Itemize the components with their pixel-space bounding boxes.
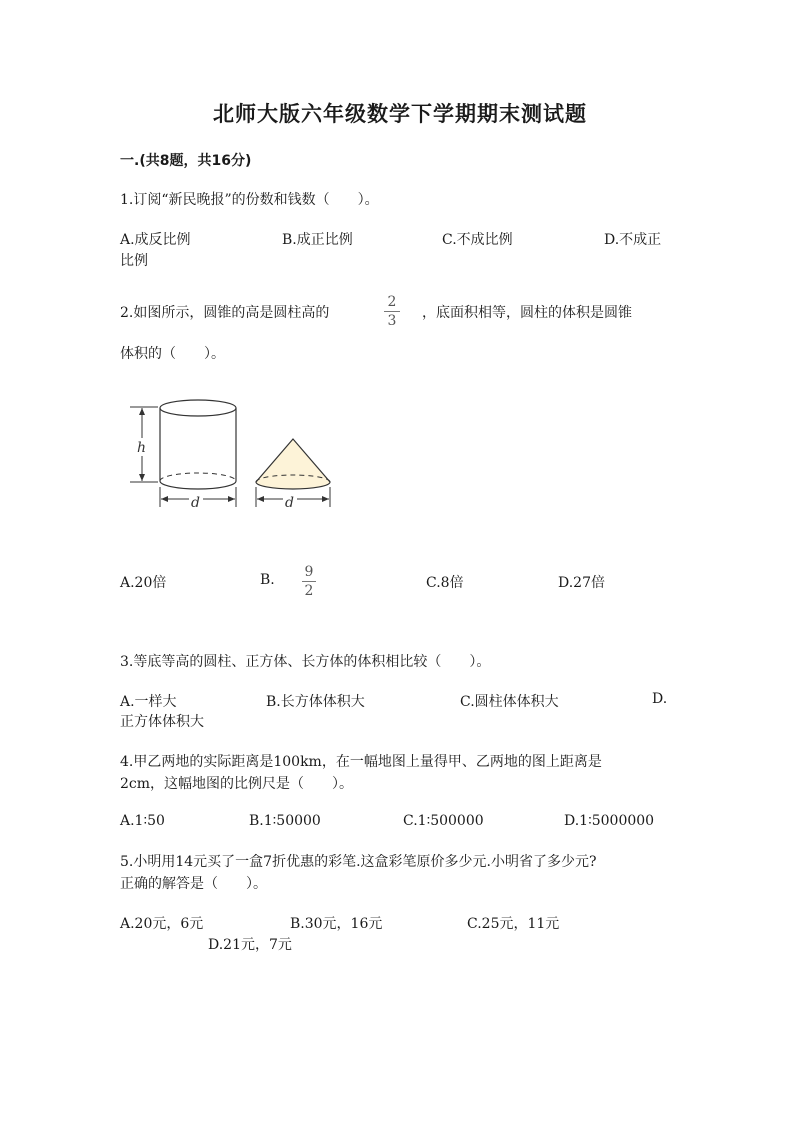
q4-option-c: C.1∶500000: [403, 813, 484, 829]
q3-option-d: D.: [652, 691, 668, 707]
q2-option-c: C.8倍: [426, 575, 464, 591]
q4-option-d: D.1∶5000000: [564, 813, 655, 829]
q5-option-a: A.20元，6元: [120, 916, 204, 932]
q5-stem-line2: 正确的解答是（ ）。: [120, 876, 267, 892]
q2-fraction-denominator: 3: [387, 313, 397, 329]
q4-stem-line2: 2cm，这幅地图的比例尺是（ ）。: [120, 776, 354, 792]
q4-option-b: B.1∶50000: [249, 813, 321, 829]
q2-stem-after: ，底面积相等，圆柱的体积是圆锥: [422, 305, 632, 321]
cone-d-arrow-left: [257, 496, 264, 502]
q1-option-d: D.不成正: [604, 232, 662, 248]
q4-stem-line1: 4.甲乙两地的实际距离是100km，在一幅地图上量得甲、乙两地的图上距离是: [120, 754, 602, 770]
cylinder-bottom-front: [160, 481, 236, 489]
fraction-bar: [384, 311, 400, 312]
q3-option-c: C.圆柱体体积大: [460, 694, 559, 710]
q5-option-c: C.25元，11元: [467, 916, 560, 932]
q2-option-b: B.: [260, 572, 275, 588]
q1-option-b: B.成正比例: [282, 232, 353, 248]
cone-diameter-label: d: [285, 495, 294, 511]
q3-option-a: A.一样大: [120, 694, 177, 710]
q2-option-a: A.20倍: [120, 575, 167, 591]
cone-d-arrow-right: [322, 496, 329, 502]
cone-body: [256, 439, 330, 489]
page-title: 北师大版六年级数学下学期期末测试题: [213, 101, 587, 126]
q1-option-d-wrap: 比例: [120, 253, 148, 269]
section-heading: 一.(共8题，共16分): [120, 153, 252, 169]
q5-option-d: D.21元，7元: [208, 937, 292, 953]
cyl-d-arrow-left: [161, 496, 168, 502]
height-label: h: [137, 440, 147, 456]
q3-stem: 3.等底等高的圆柱、正方体、长方体的体积相比较（ ）。: [120, 654, 491, 670]
q2-option-b-fraction: [302, 564, 316, 599]
q2-stem-line2: 体积的（ ）。: [120, 346, 225, 362]
q2-option-b-denominator: 2: [304, 583, 314, 599]
q1-option-a: A.成反比例: [120, 232, 191, 248]
cyl-d-arrow-right: [228, 496, 235, 502]
q1-option-c: C.不成比例: [442, 232, 513, 248]
cylinder-diameter-label: d: [191, 495, 200, 511]
fraction-bar: [302, 581, 316, 582]
q2-fraction-numerator: 2: [387, 294, 397, 310]
height-arrow-up: [139, 408, 145, 415]
q2-option-d: D.27倍: [558, 575, 605, 591]
cylinder-cone-figure: [125, 395, 345, 520]
q2-fraction: [384, 294, 400, 329]
q3-option-b: B.长方体体积大: [266, 694, 365, 710]
cylinder-top: [160, 400, 236, 416]
q1-stem: 1.订阅“新民晚报”的份数和钱数（ ）。: [120, 192, 379, 208]
q5-option-b: B.30元，16元: [290, 916, 383, 932]
height-arrow-down: [139, 474, 145, 481]
q2-option-b-numerator: 9: [304, 564, 314, 580]
q4-option-a: A.1∶50: [120, 813, 165, 829]
q3-option-d-wrap: 正方体体积大: [120, 714, 204, 730]
cylinder-bottom-back: [160, 473, 236, 481]
q5-stem-line1: 5.小明用14元买了一盒7折优惠的彩笔.这盒彩笔原价多少元.小明省了多少元?: [120, 854, 597, 870]
q2-stem-before: 2.如图所示，圆锥的高是圆柱高的: [120, 305, 330, 321]
